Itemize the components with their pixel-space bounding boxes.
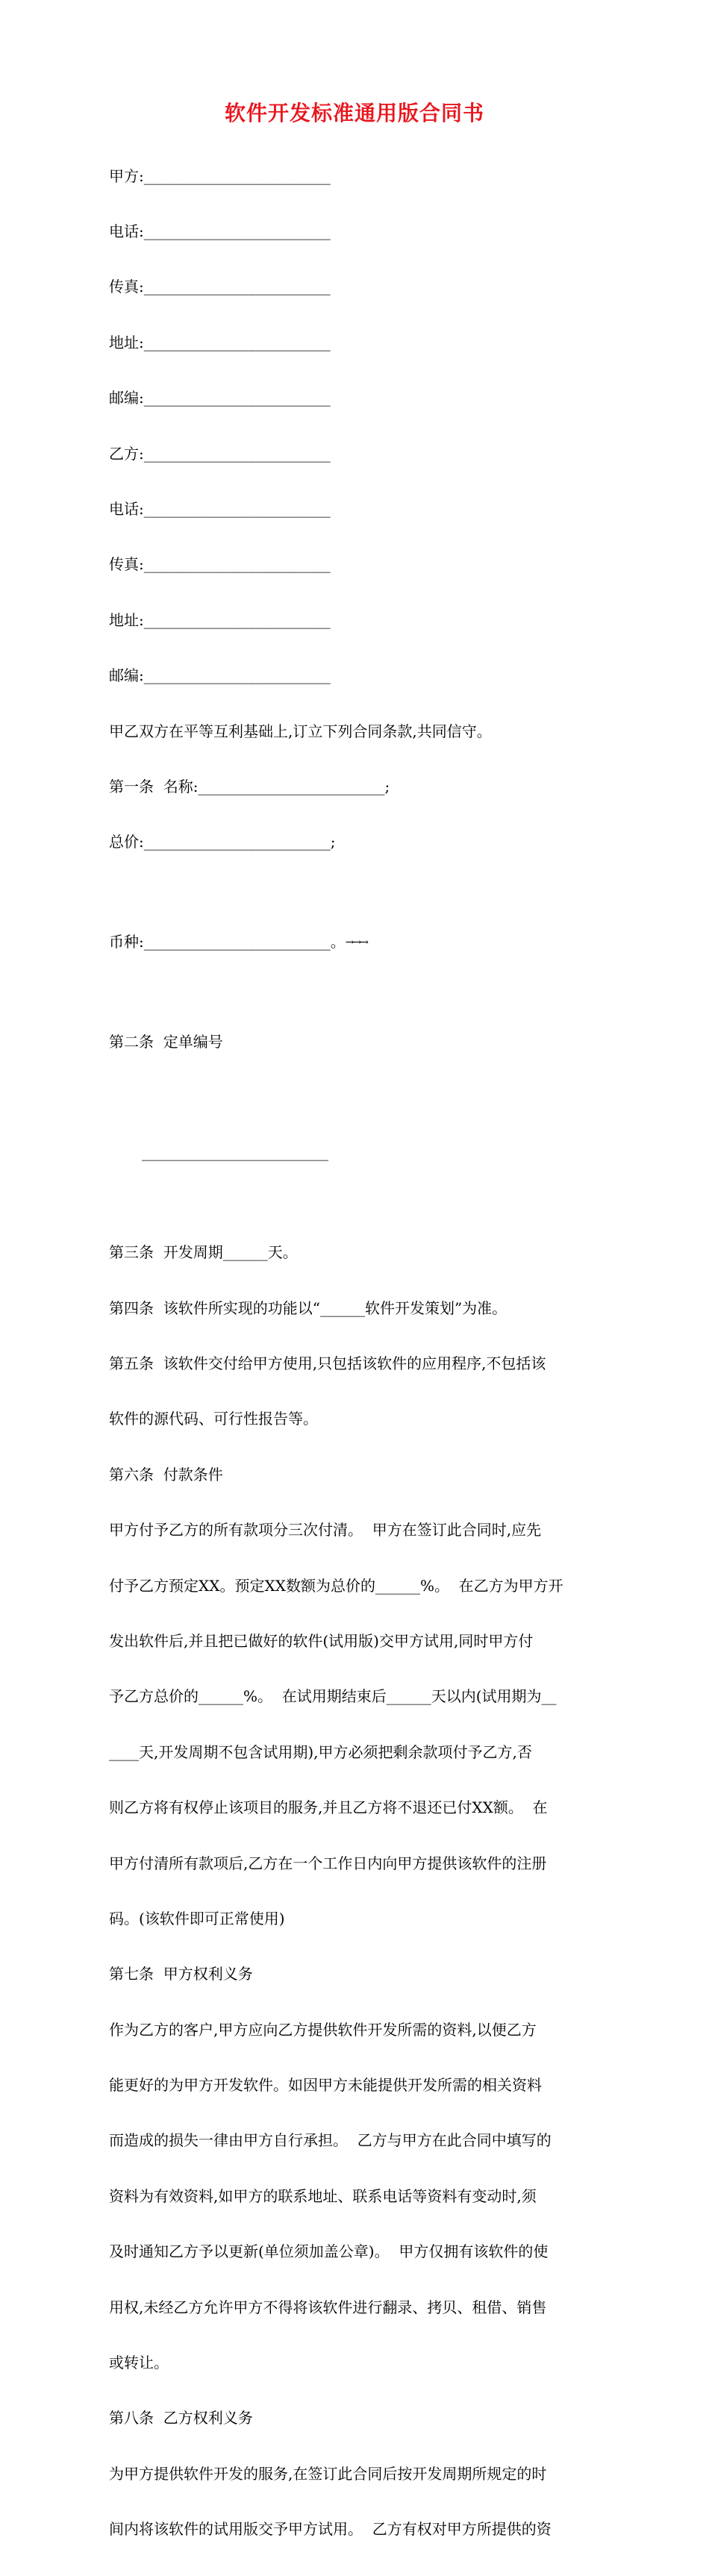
article6-line: 予乙方总价的______%。 在试用期结束后______天以内(试用期为__ bbox=[109, 1687, 557, 1706]
article7-line: 及时通知乙方予以更新(单位须加盖公章)。 甲方仅拥有该软件的使 bbox=[109, 2242, 549, 2261]
article7-line: 资料为有效资料,如甲方的联系地址、联系电话等资料有变动时,须 bbox=[109, 2186, 537, 2205]
article7-line: 能更好的为甲方开发软件。如因甲方未能提供开发所需的相关资料 bbox=[109, 2076, 542, 2095]
article7-line: 而造成的损失一律由甲方自行承担。 乙方与甲方在此合同中填写的 bbox=[109, 2131, 552, 2150]
article8-heading: 第八条 乙方权利义务 bbox=[109, 2409, 253, 2427]
article6-line: 码。(该软件即可正常使用) bbox=[109, 1909, 285, 1928]
party-b-name: 乙方:_________________________ bbox=[109, 444, 331, 463]
article1-name: 第一条 名称:_________________________; bbox=[109, 777, 390, 795]
party-a-postcode: 邮编:_________________________ bbox=[109, 389, 331, 407]
spacer bbox=[109, 1089, 605, 1107]
contract-body bbox=[109, 130, 605, 2576]
article7-line: 用权,未经乙方允许甲方不得将该软件进行翻录、拷贝、租借、销售 bbox=[109, 2298, 547, 2316]
document-title: 软件开发标准通用版合同书 bbox=[224, 101, 484, 125]
article6-line: 甲方付予乙方的所有款项分三次付清。 甲方在签订此合同时,应先 bbox=[109, 1521, 542, 1539]
article2-blank: _________________________ bbox=[142, 1143, 328, 1162]
article6-heading: 第六条 付款条件 bbox=[109, 1465, 223, 1484]
spacer bbox=[109, 989, 605, 996]
party-b-postcode: 邮编:_________________________ bbox=[109, 666, 331, 685]
party-b-address: 地址:_________________________ bbox=[109, 610, 331, 629]
article2-heading: 第二条 定单编号 bbox=[109, 1033, 223, 1051]
article1-currency: 币种:_________________________。 bbox=[109, 933, 346, 951]
article6-line: 则乙方将有权停止该项目的服务,并且乙方将不退还已付XX额。 在 bbox=[109, 1798, 548, 1817]
article1-total: 总价:_________________________; bbox=[109, 833, 336, 851]
article7-line: 作为乙方的客户,甲方应向乙方提供软件开发所需的资料,以便乙方 bbox=[109, 2020, 537, 2039]
article4: 第四条 该软件所实现的功能以“______软件开发策划”为准。 bbox=[109, 1298, 507, 1317]
article1-currency-line bbox=[109, 933, 605, 951]
party-a-name: 甲方:_________________________ bbox=[109, 166, 331, 185]
article5-line: 软件的源代码、可行性报告等。 bbox=[109, 1410, 318, 1428]
article7-line: 或转让。 bbox=[109, 2354, 169, 2372]
article8-line: 间内将该软件的试用版交予甲方试用。 乙方有权对甲方所提供的资 bbox=[109, 2520, 552, 2539]
party-a-address: 地址:_________________________ bbox=[109, 333, 331, 351]
article3: 第三条 开发周期______天。 bbox=[109, 1243, 298, 1262]
party-b-phone: 电话:_________________________ bbox=[109, 499, 331, 518]
arrow-marks: →→→ bbox=[345, 937, 367, 949]
article6-line: 发出软件后,并且把已做好的软件(试用版)交甲方试用,同时甲方付 bbox=[109, 1631, 534, 1650]
article6-line: ____天,开发周期不包含试用期),甲方必须把剩余款项付予乙方,否 bbox=[109, 1742, 532, 1761]
article7-heading: 第七条 甲方权利义务 bbox=[109, 1965, 253, 1983]
intro-line: 甲乙双方在平等互利基础上,订立下列合同条款,共同信守。 bbox=[109, 722, 492, 740]
article6-line: 甲方付清所有款项后,乙方在一个工作日内向甲方提供该软件的注册 bbox=[109, 1854, 547, 1872]
spacer bbox=[109, 1199, 605, 1207]
party-b-fax: 传真:_________________________ bbox=[109, 555, 331, 574]
party-a-phone: 电话:_________________________ bbox=[109, 222, 331, 240]
party-a-fax: 传真:_________________________ bbox=[109, 278, 331, 296]
article6-line: 付予乙方预定XX。预定XX数额为总价的______%。 在乙方为甲方开 bbox=[109, 1576, 563, 1595]
article5-line: 第五条 该软件交付给甲方使用,只包括该软件的应用程序,不包括该 bbox=[109, 1354, 546, 1372]
spacer bbox=[109, 889, 605, 896]
article8-line: 为甲方提供软件开发的服务,在签订此合同后按开发周期所规定的时 bbox=[109, 2464, 547, 2483]
